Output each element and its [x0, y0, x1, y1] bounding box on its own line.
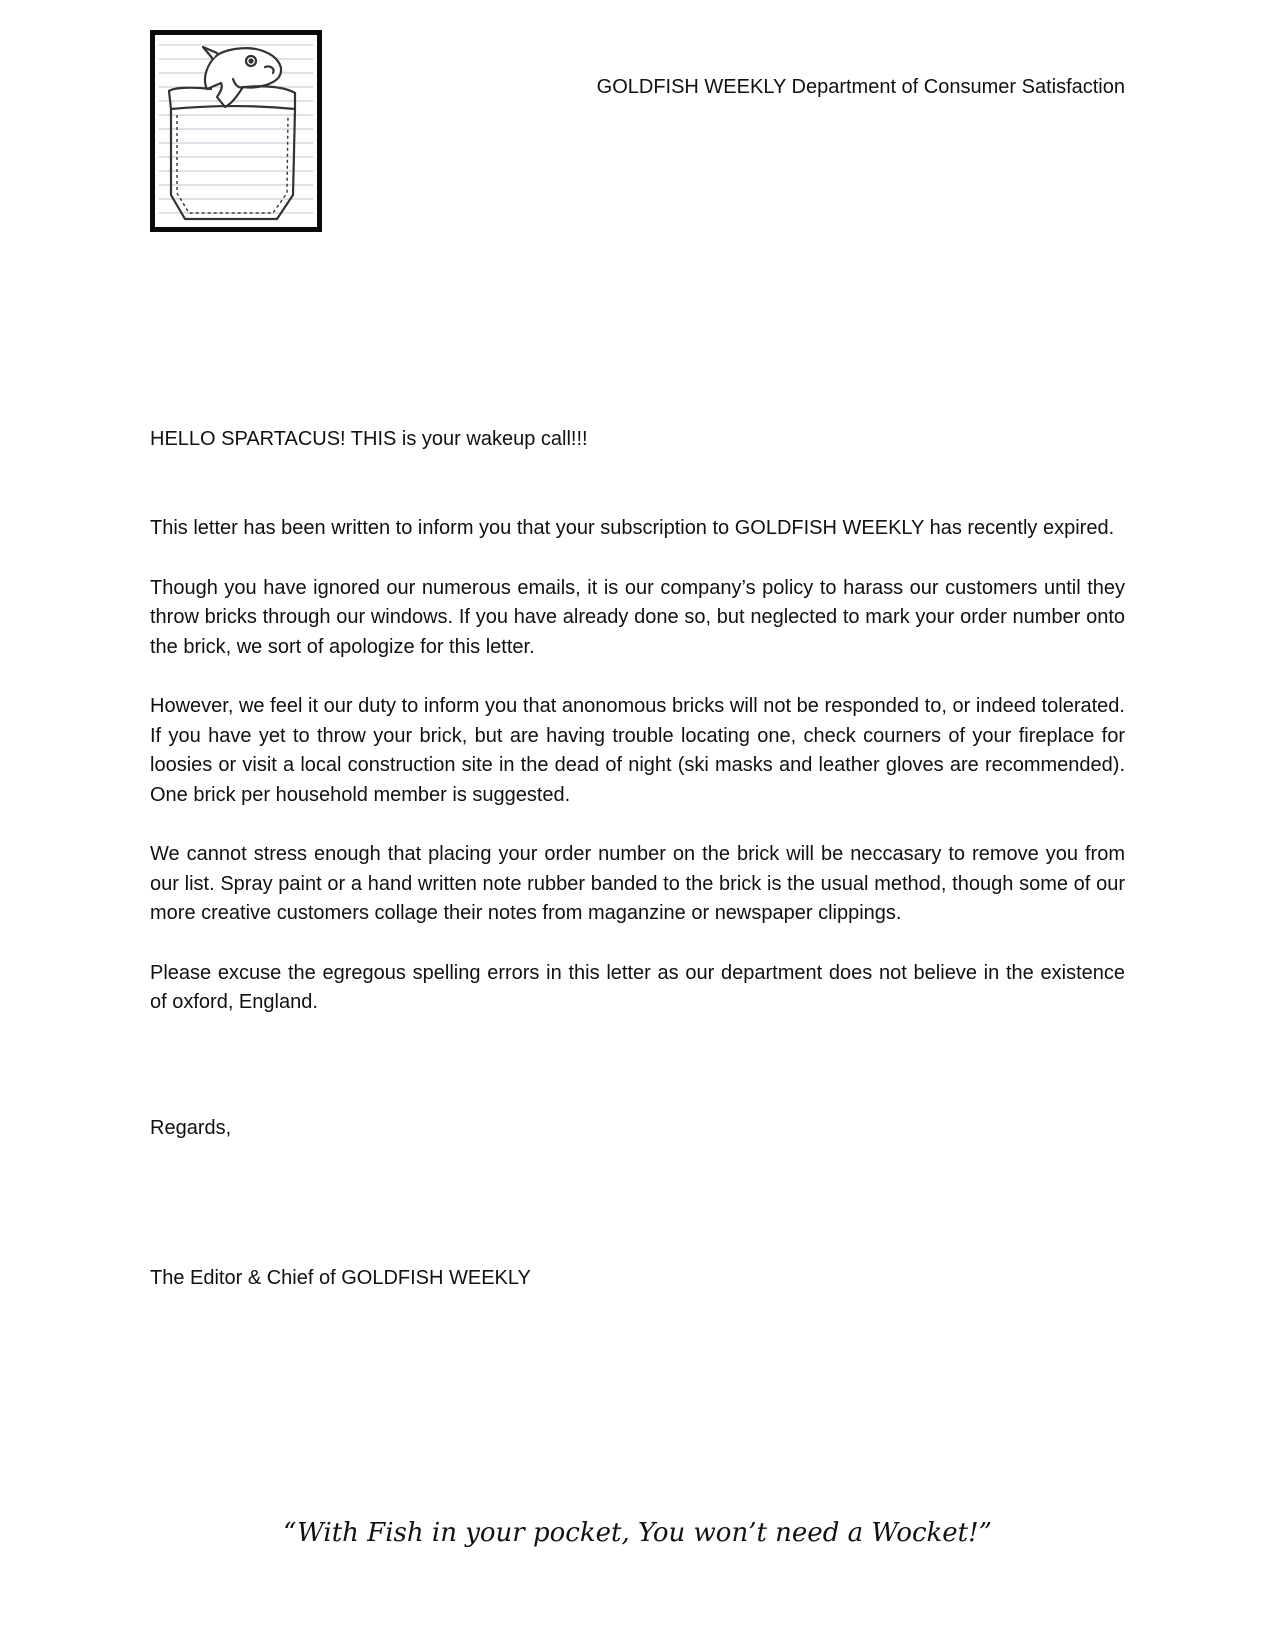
closing: Regards,	[150, 1117, 232, 1139]
department-heading: GOLDFISH WEEKLY Department of Consumer Satisfaction	[596, 76, 1125, 98]
paragraph: Please excuse the egregous spelling errors in this letter as our department does not believe in the existence of oxford, England.	[150, 961, 1125, 1013]
paragraph: However, we feel it our duty to inform you that anonomous bricks will not be responded to, or indeed tolerated. If you have yet to throw your brick, but are having trouble locating one, check courners of your fireplace for loosies or visit a local construction site in the dead of night (ski masks and leather gloves are recommended). One brick per household member is suggested.	[150, 695, 1125, 806]
goldfish-in-pocket-icon	[155, 35, 317, 227]
logo	[150, 30, 322, 232]
paragraph: Though you have ignored our numerous emails, it is our company’s policy to harass our customers until they throw bricks through our windows. If you have already done so, but neglected to mark your order number onto the brick, we sort of apologize for this letter.	[150, 576, 1125, 658]
footer-motto: “With Fish in your pocket, You won’t need a Wocket!”	[283, 1518, 992, 1548]
letter-body	[150, 514, 1125, 1048]
signature: The Editor & Chief of GOLDFISH WEEKLY	[150, 1267, 531, 1289]
paragraph: This letter has been written to inform you that your subscription to GOLDFISH WEEKLY has recently expired.	[150, 517, 1115, 539]
greeting: HELLO SPARTACUS! THIS is your wakeup call!!!	[150, 428, 588, 450]
paragraph: We cannot stress enough that placing your order number on the brick will be neccasary to remove you from our list. Spray paint or a hand written note rubber banded to the brick is the usual method, though some of our more creative customers collage their notes from maganzine or newspaper clippings.	[150, 843, 1125, 924]
